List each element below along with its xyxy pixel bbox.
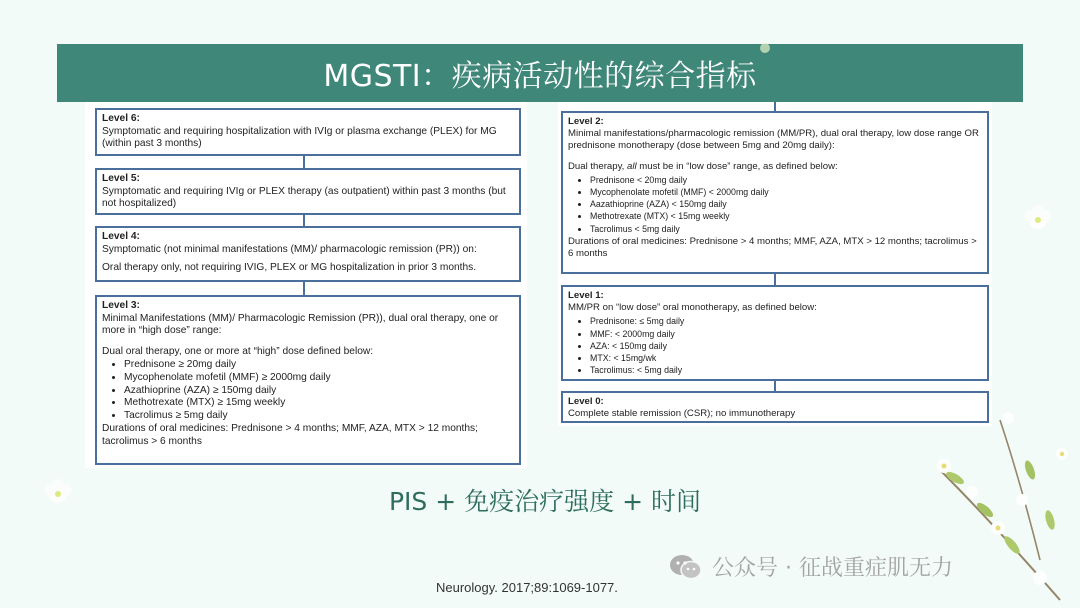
list-item: • Methotrexate (MTX) < 15mg weekly bbox=[590, 210, 982, 222]
watermark-text: 公众号 · 征战重症肌无力 bbox=[712, 556, 953, 581]
slide-title: MGSTI：疾病活动性的综合指标 bbox=[323, 59, 757, 94]
level-4-label: Level 4: bbox=[102, 231, 140, 242]
level-2-label: Level 2: bbox=[568, 116, 604, 127]
level-2-subtitle-emphasis: all bbox=[627, 160, 637, 172]
list-item: • AZA: < 150mg daily bbox=[590, 340, 982, 352]
list-item: • Azathioprine (AZA) ≥ 150mg daily bbox=[124, 385, 514, 398]
flower-icon bbox=[1024, 205, 1052, 229]
list-item: • Tacrolimus < 5mg daily bbox=[590, 223, 982, 235]
list-item: • Prednisone < 20mg daily bbox=[590, 174, 982, 186]
level-1-label: Level 1: bbox=[568, 290, 604, 301]
level-6-text: Symptomatic and requiring hospitalization with IVIg or plasma exchange (PLEX) for MG (within past 3 months) bbox=[102, 125, 497, 150]
level-4-oral-text: Oral therapy only, not requiring IVIG, PLEX or MG hospitalization in prior 3 months. bbox=[102, 262, 477, 274]
level-0-text: Complete stable remission (CSR); no immunotherapy bbox=[568, 408, 796, 420]
list-item: • Aazathioprine (AZA) < 150mg daily bbox=[590, 198, 982, 210]
list-item: • Prednisone ≥ 20mg daily bbox=[124, 359, 514, 372]
level-2-durations: Durations of oral medicines: Prednisone > 4 months; MMF, AZA, MTX > 12 months; tacrolimus > 6 months bbox=[568, 235, 977, 260]
flower-icon bbox=[44, 479, 72, 503]
level-2-subtitle-post: must be in “low dose” range, as defined below: bbox=[636, 160, 838, 172]
list-item: • MTX: < 15mg/wk bbox=[590, 352, 982, 364]
level-1-intro: MM/PR on “low dose” oral monotherapy, as defined below: bbox=[568, 302, 817, 314]
citation: Neurology. 2017;89:1069-1077. bbox=[436, 580, 618, 595]
level-6-label: Level 6: bbox=[102, 113, 140, 124]
level-5-text: Symptomatic and requiring IVIg or PLEX therapy (as outpatient) within past 3 months (but not hospitalized) bbox=[102, 185, 506, 210]
list-item: • Methotrexate (MTX) ≥ 15mg weekly bbox=[124, 397, 514, 410]
level-2-intro: Minimal manifestations/pharmacologic remission (MM/PR), dual oral therapy, low dose range OR prednisone monotherapy (dose between 5mg and 20mg daily): bbox=[568, 128, 979, 152]
level-3-label: Level 3: bbox=[102, 300, 140, 311]
slide-subtitle: PIS + 免疫治疗强度 + 时间 bbox=[388, 487, 701, 516]
list-item: • Prednisone: ≤ 5mg daily bbox=[590, 315, 982, 327]
level-2-subtitle-pre: Dual therapy, bbox=[568, 160, 628, 172]
level-4-text: Symptomatic (not minimal manifestations (MM)/ pharmacologic remission (PR)) on: bbox=[102, 243, 477, 255]
level-3-intro: Minimal Manifestations (MM)/ Pharmacologic Remission (PR)), dual oral therapy, one or more in “high dose” range: bbox=[102, 312, 499, 337]
list-item: • Mycophenolate mofetil (MMF) < 2000mg daily bbox=[590, 186, 982, 198]
list-item: • Mycophenolate mofetil (MMF) ≥ 2000mg daily bbox=[124, 372, 514, 385]
level-3-subtitle: Dual oral therapy, one or more at “high” dose defined below: bbox=[102, 345, 374, 357]
branch-icon bbox=[937, 412, 1068, 600]
list-item: • Tacrolimus: < 5mg daily bbox=[590, 364, 982, 376]
level-0-label: Level 0: bbox=[568, 396, 604, 407]
level-3-durations: Durations of oral medicines: Prednisone > 4 months; MMF, AZA, MTX > 12 months; tacrolimus > 6 months bbox=[102, 423, 478, 447]
level-5-label: Level 5: bbox=[102, 173, 140, 184]
flower-icon bbox=[760, 43, 770, 53]
list-item: • MMF: < 2000mg daily bbox=[590, 328, 982, 340]
list-item: • Tacrolimus ≥ 5mg daily bbox=[124, 410, 514, 423]
